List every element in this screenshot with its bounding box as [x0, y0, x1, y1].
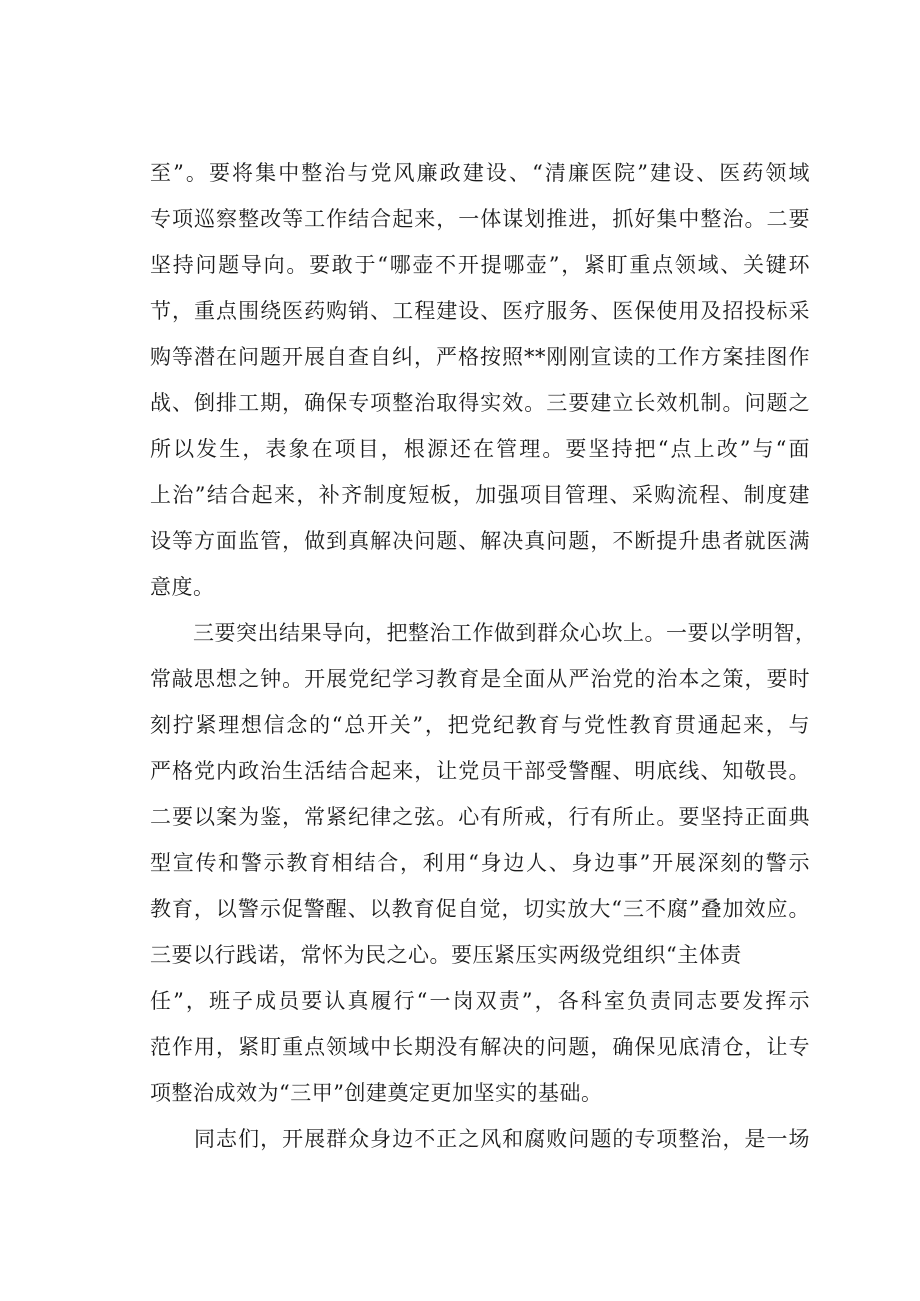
text-line: 购等潜在问题开展自查自纠，严格按照**刚刚宣读的工作方案挂图作 — [150, 345, 810, 369]
text-line: 设等方面监管，做到真解决问题、解决真问题，不断提升患者就医满 — [150, 529, 810, 553]
text-line: 同志们，开展群众身边不正之风和腐败问题的专项整治，是一场 — [150, 1127, 810, 1151]
text-line: 刻拧紧理想信念的“总开关”，把党纪教育与党性教育贯通起来，与 — [150, 713, 810, 737]
text-line: 坚持问题导向。要敢于“哪壶不开提哪壶”，紧盯重点领域、关键环 — [150, 253, 810, 277]
text-line: 范作用，紧盯重点领域中长期没有解决的问题，确保见底清仓，让专 — [150, 1035, 810, 1059]
text-line: 任”，班子成员要认真履行“一岗双责”，各科室负责同志要发挥示 — [150, 989, 810, 1013]
text-line: 至”。要将集中整治与党风廉政建设、“清廉医院”建设、医药领域 — [150, 161, 810, 185]
text-line: 意度。 — [150, 575, 215, 599]
text-line: 项整治成效为“三甲”创建奠定更加坚实的基础。 — [150, 1081, 603, 1105]
paragraph-3 — [150, 1116, 810, 1162]
text-line: 严格党内政治生活结合起来，让党员干部受警醒、明底线、知敬畏。 — [150, 759, 810, 783]
text-line: 上治”结合起来，补齐制度短板，加强项目管理、采购流程、制度建 — [150, 483, 810, 507]
text-line: 二要以案为鉴，常紧纪律之弦。心有所戒，行有所止。要坚持正面典 — [150, 805, 810, 829]
paragraph-2 — [150, 610, 817, 1116]
text-line: 所以发生，表象在项目，根源还在管理。要坚持把“点上改”与“面 — [150, 437, 810, 461]
text-line: 常敲思想之钟。开展党纪学习教育是全面从严治党的治本之策，要时 — [150, 667, 810, 691]
text-line: 节，重点围绕医药购销、工程建设、医疗服务、医保使用及招投标采 — [150, 299, 810, 323]
text-line: 教育，以警示促警醒、以教育促自觉，切实放大“三不腐”叠加效应。 — [150, 897, 810, 921]
document-body — [150, 150, 817, 1162]
text-line: 型宣传和警示教育相结合，利用“身边人、身边事”开展深刻的警示 — [150, 851, 810, 875]
paragraph-1 — [150, 150, 810, 610]
text-line: 三要突出结果导向，把整治工作做到群众心坎上。一要以学明智， — [150, 621, 817, 645]
text-line: 战、倒排工期，确保专项整治取得实效。三要建立长效机制。问题之 — [150, 391, 810, 415]
text-line: 三要以行践诺，常怀为民之心。要压紧压实两级党组织“主体责 — [150, 943, 742, 967]
text-line: 专项巡察整改等工作结合起来，一体谋划推进，抓好集中整治。二要 — [150, 207, 810, 231]
